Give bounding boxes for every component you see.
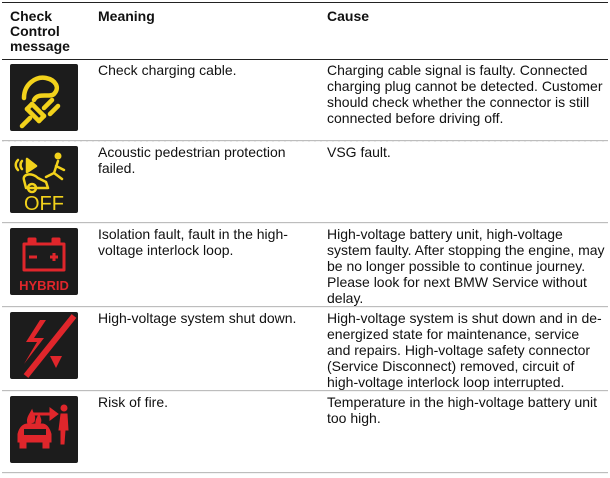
table-header	[2, 2, 608, 60]
table-row	[2, 60, 608, 141]
high-voltage-shutdown-icon	[10, 312, 78, 379]
row-cause: High-voltage battery unit, high-voltage system faulty. After stopping the engine, may be no longer possible to continue journey. Please look for next BMW Service without delay.	[327, 226, 605, 306]
table-row	[2, 142, 608, 223]
header-check-control-message: Check Control message	[10, 8, 70, 54]
row-meaning: High-voltage system shut down.	[98, 310, 297, 326]
hybrid-battery-icon	[10, 228, 78, 295]
row-meaning: Acoustic pedestrian protection failed.	[98, 144, 286, 176]
fire-risk-evacuate-icon	[10, 396, 78, 463]
row-meaning: Isolation fault, fault in the high-voltage interlock loop.	[98, 226, 288, 258]
row-meaning: Risk of fire.	[98, 394, 169, 410]
icon-off-label: OFF	[24, 193, 64, 213]
row-cause: VSG fault.	[327, 144, 391, 160]
row-cause: Temperature in the high-voltage battery unit too high.	[327, 394, 598, 426]
header-cause: Cause	[327, 8, 370, 24]
pedestrian-protection-off-icon	[10, 146, 78, 213]
charging-cable-icon	[10, 64, 78, 131]
row-cause: Charging cable signal is faulty. Connected charging plug cannot be detected. Customer should check whether the connector is still connected before driving off.	[327, 62, 603, 126]
check-control-table	[2, 2, 608, 474]
row-meaning: Check charging cable.	[98, 62, 237, 78]
row-cause: High-voltage system is shut down and in de-energized state for maintenance, service and repairs. High-voltage safety connector (Service Disconnect) removed, circuit of high-voltage interlock loop interrupted.	[327, 310, 602, 390]
icon-hybrid-label: HYBRID	[19, 278, 69, 293]
table-row	[2, 308, 608, 391]
table-row	[2, 224, 608, 307]
table-row	[2, 392, 608, 473]
header-meaning: Meaning	[98, 8, 155, 24]
